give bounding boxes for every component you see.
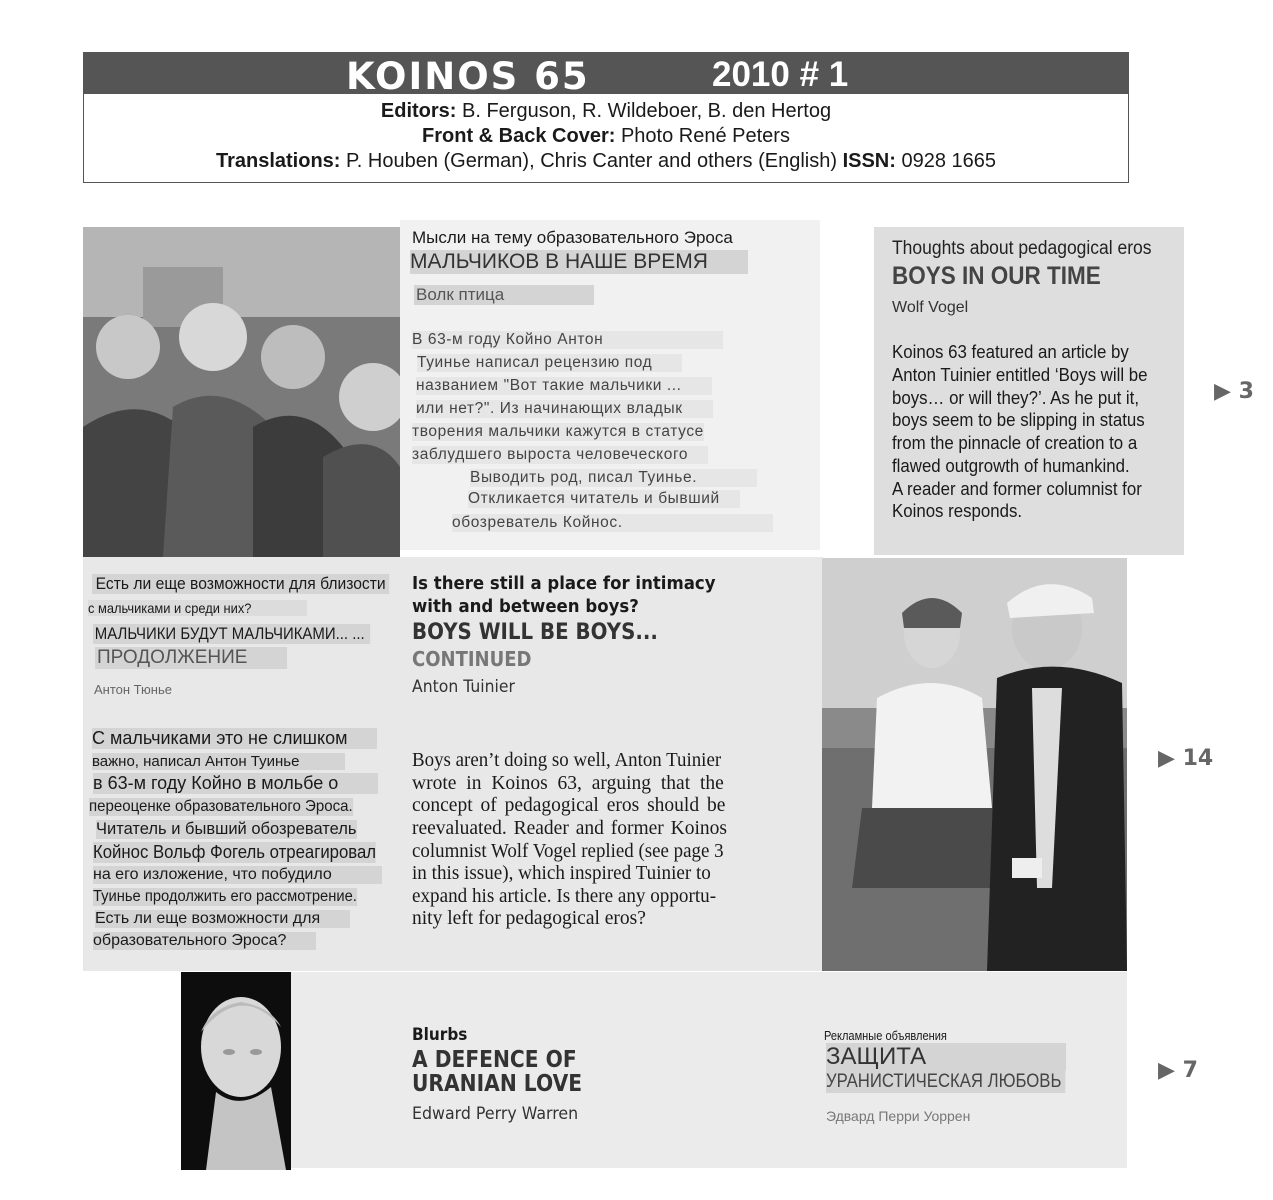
article1-en-kicker: Thoughts about pedagogical eros [892,238,1152,259]
two-boys-photo-art [822,558,1127,971]
article1-ru-line: творения мальчики кажутся в статусе [412,423,704,440]
article2-ru-title: ПРОДОЛЖЕНИЕ [95,647,287,669]
article1-en-line: flawed outgrowth of humankind. [892,455,1130,476]
article3-en-kicker: Blurbs [412,1025,468,1045]
article1-en-title: BOYS IN OUR TIME [892,262,1101,290]
article1-ru-line: заблудшего выроста человеческого [412,446,708,464]
article1-ru-line: названием "Вот такие мальчики ... [416,377,712,395]
article2-en-line: wrote in Koinos 63, arguing that the [412,773,724,794]
editors-label: Editors: [380,100,457,122]
article1-ru-line: Выводить род, писал Туинье. [470,469,757,487]
article1-ru-line: В 63-м году Койно Антон [412,331,723,349]
article2-en-line: columnist Wolf Vogel replied (see page 3 [412,841,724,862]
cover-line [84,125,1128,148]
article2-en-title: CONTINUED [412,647,532,671]
article1-en-line: Koinos 63 featured an article by [892,341,1129,362]
article2-ru-kicker: Есть ли еще возможности для близости [92,574,389,594]
article2-en-kicker: Is there still a place for intimacy [412,573,716,594]
article3-en-title: URANIAN LOVE [412,1071,583,1097]
article2-en-line: reevaluated. Reader and former Koinos [412,818,727,839]
cover-credit: Photo René Peters [620,125,790,147]
translations-names: P. Houben (German), Chris Canter and others (English) [346,150,837,172]
article2-ru-line: в 63-м году Койно в мольбе о [93,773,378,794]
article3-ru-title: УРАНИСТИЧЕСКАЯ ЛЮБОВЬ [826,1071,1065,1093]
article2-en-kicker: with and between boys? [412,596,639,617]
article2-ru-line: образовательного Эроса? [93,932,316,950]
article2-en-line: in this issue), which inspired Tuinier to [412,863,711,884]
masthead [83,52,1129,183]
article1-en-author: Wolf Vogel [892,299,969,316]
article1-en-line: from the pinnacle of creation to a [892,432,1138,453]
issue-number: 2010 # 1 [712,55,849,94]
article2-page-ref[interactable]: ▶ 14 [1158,746,1214,771]
article1-en-line: boys… or will they?’. As he put it, [892,387,1140,408]
article2-en-line: Boys aren’t doing so well, Anton Tuinier [412,750,722,771]
article2-en-author: Anton Tuinier [412,677,515,697]
article1-ru-author: Волк птица [414,285,594,305]
article1-ru-line: обозреватель Койнос. [452,514,773,532]
article2-ru-line: Койнос Вольф Фогель отреагировал [93,842,377,862]
article3-page-ref[interactable]: ▶ 7 [1158,1058,1198,1083]
article2-ru-line: Есть ли еще возможности для [95,910,350,928]
article1-en-line: A reader and former columnist for [892,478,1142,499]
article2-ru-line: на его изложение, что побудило [93,866,382,884]
article1-ru-line: или нет?". Из начинающих владык [416,400,713,418]
article2-ru-line: Туинье продолжить его рассмотрение. [93,888,357,905]
article3-en-author: Edward Perry Warren [412,1104,579,1124]
article1-en-line: Anton Tuinier entitled ‘Boys will be [892,364,1148,385]
masthead-bar [84,53,1128,98]
article2-ru-title: МАЛЬЧИКИ БУДУТ МАЛЬЧИКАМИ... ... [93,624,370,644]
translations-line [84,150,1128,173]
article3-ru-author: Эдвард Перри Уоррен [826,1108,971,1124]
editors-names: B. Ferguson, R. Wildeboer, B. den Hertog [462,100,832,122]
editors-line [84,100,1128,123]
article1-ru-title: МАЛЬЧИКОВ В НАШЕ ВРЕМЯ [410,250,748,274]
article1-ru-line: Откликается читатель и бывший [468,490,740,508]
article1-page-ref[interactable]: ▶ 3 [1214,379,1254,404]
article2-ru-line: переоценке образовательного Эроса. [89,798,353,815]
article3-ru-kicker: Рекламные объявления [824,1028,947,1043]
article2-en-line: expand his article. Is there any opportu- [412,886,717,907]
issn-label: ISSN: [842,150,896,172]
boys-group-photo [83,227,400,557]
article1-ru-kicker: Мысли на тему образовательного Эроса [412,228,733,247]
issn-number: 0928 1665 [901,150,997,172]
article1-en-line: boys seem to be slipping in status [892,409,1145,430]
article2-ru-line: важно, написал Антон Туинье [92,753,345,770]
two-boys-photo [822,558,1127,971]
article2-ru-kicker: с мальчиками и среди них? [88,600,307,616]
article2-en-line: nity left for pedagogical eros? [412,908,646,929]
article1-ru-line: Туинье написал рецензию под [417,354,682,372]
article2-ru-author: Антон Тюнье [94,682,172,697]
article2-en-line: concept of pedagogical eros should be [412,795,726,816]
statue-photo [181,972,291,1170]
article3-en-title: A DEFENCE OF [412,1047,577,1073]
article2-ru-line: Читатель и бывший обозреватель [96,820,357,838]
article2-ru-line: С мальчиками это не слишком [92,728,377,749]
cover-label: Front & Back Cover: [422,125,616,147]
article2-en-title: BOYS WILL BE BOYS... [412,620,658,645]
magazine-title: KOINOS 65 [346,55,590,98]
article3-ru-title: ЗАЩИТА [826,1043,1066,1071]
translations-label: Translations: [215,150,341,172]
statue-photo-art [181,972,291,1170]
boys-group-photo-art [83,227,400,557]
article1-en-line: Koinos responds. [892,500,1023,521]
